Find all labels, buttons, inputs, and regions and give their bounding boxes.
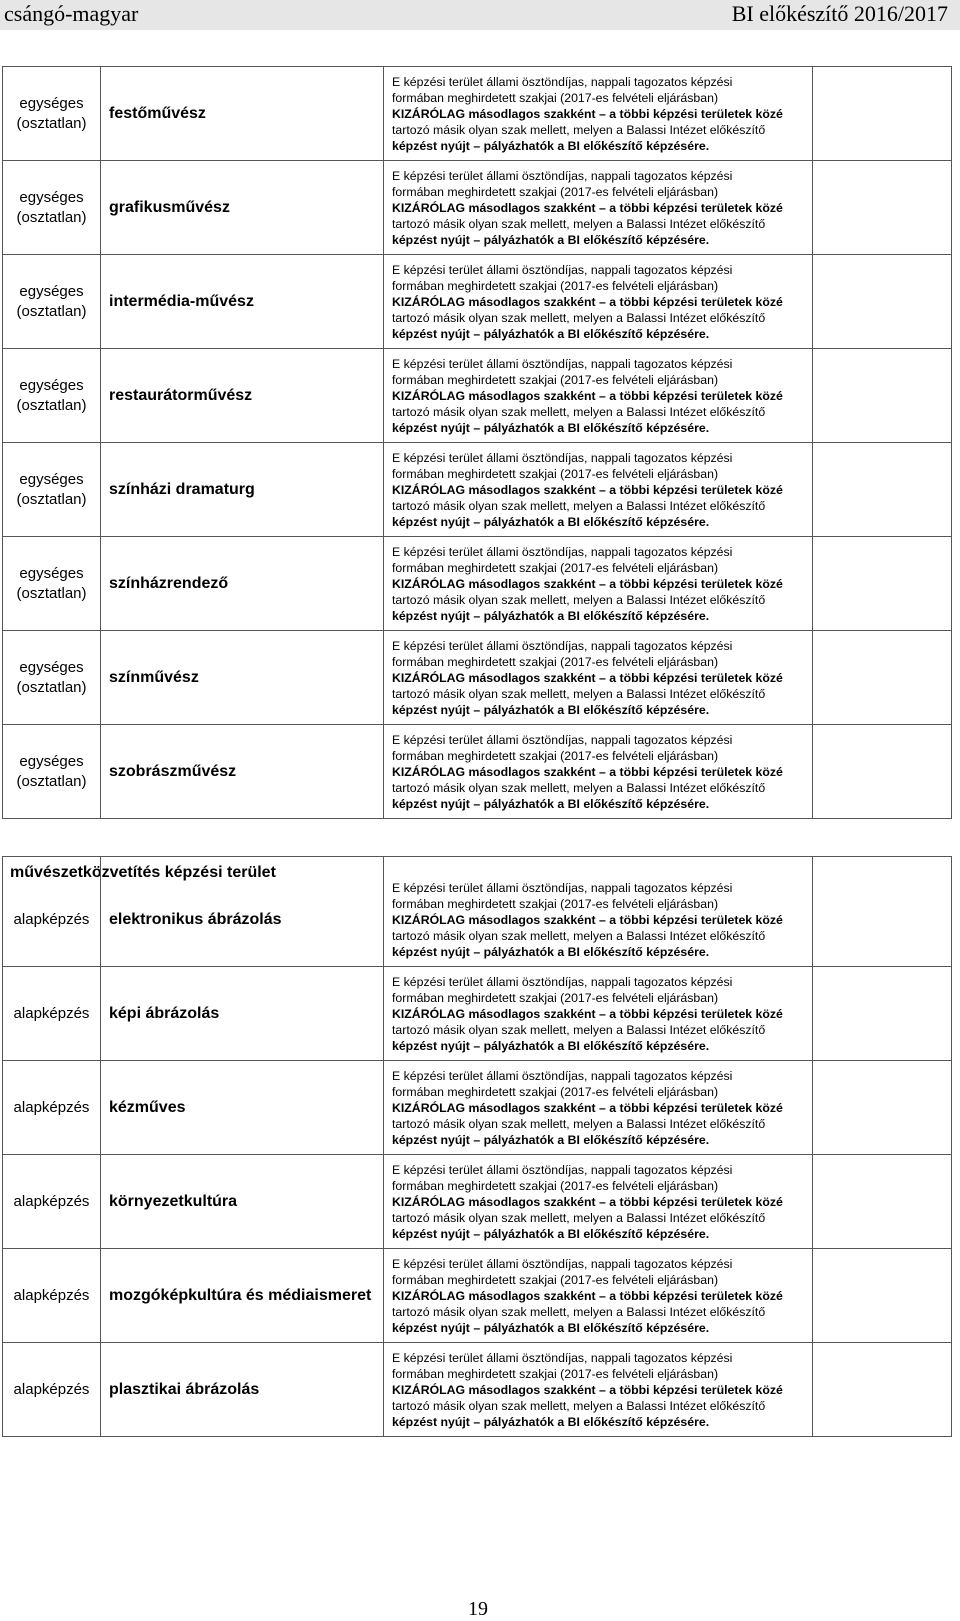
- table-row: [3, 443, 952, 537]
- program-cell: kézműves: [101, 1061, 384, 1155]
- empty-cell: [813, 1061, 952, 1155]
- level-cell: [3, 349, 101, 443]
- table-row: [3, 161, 952, 255]
- notice-line1: E képzési terület állami ösztöndíjas, nappali tagozatos képzési: [392, 1068, 733, 1083]
- notice-cell: [384, 631, 813, 725]
- notice-line5: képzést nyújt – pályázhatók a BI előkészítő képzésére.: [392, 796, 710, 811]
- table-row: [3, 857, 952, 967]
- notice-line1: E képzési terület állami ösztöndíjas, nappali tagozatos képzési: [392, 1350, 733, 1365]
- level-text-sub: (osztatlan): [16, 772, 87, 790]
- program-cell: festőművész: [101, 67, 384, 161]
- empty-cell: [813, 349, 952, 443]
- notice-line5: képzést nyújt – pályázhatók a BI előkészítő képzésére.: [392, 514, 710, 529]
- table-row: [3, 349, 952, 443]
- notice-line3: KIZÁRÓLAG másodlagos szakként – a többi képzési területek közé: [392, 294, 783, 309]
- notice-line1: E képzési terület állami ösztöndíjas, nappali tagozatos képzési: [392, 544, 733, 559]
- notice-cell: [384, 255, 813, 349]
- table-row: [3, 631, 952, 725]
- notice-cell: [384, 1061, 813, 1155]
- notice-line4: tartozó másik olyan szak mellett, melyen a Balassi Intézet előkészítő: [392, 928, 766, 943]
- header-left: csángó-magyar: [4, 1, 139, 26]
- level-cell: [3, 255, 101, 349]
- notice-line4: tartozó másik olyan szak mellett, melyen a Balassi Intézet előkészítő: [392, 310, 766, 325]
- level-cell: [3, 725, 101, 819]
- level-cell: alapképzés: [3, 857, 101, 967]
- notice-line4: tartozó másik olyan szak mellett, melyen a Balassi Intézet előkészítő: [392, 1210, 766, 1225]
- notice-line3: KIZÁRÓLAG másodlagos szakként – a többi képzési területek közé: [392, 1194, 783, 1209]
- empty-cell: [813, 255, 952, 349]
- level-text-sub: (osztatlan): [16, 490, 87, 508]
- level-text: egységes: [19, 564, 84, 582]
- empty-cell: [813, 857, 952, 967]
- notice-line2: formában meghirdetett szakjai (2017-es felvételi eljárásban): [392, 1178, 719, 1193]
- level-text-sub: (osztatlan): [16, 302, 87, 320]
- notice-line2: formában meghirdetett szakjai (2017-es felvételi eljárásban): [392, 1366, 719, 1381]
- notice-line5: képzést nyújt – pályázhatók a BI előkészítő képzésére.: [392, 702, 710, 717]
- notice-line2: formában meghirdetett szakjai (2017-es felvételi eljárásban): [392, 560, 719, 575]
- level-text-sub: (osztatlan): [16, 678, 87, 696]
- notice-line5: képzést nyújt – pályázhatók a BI előkészítő képzésére.: [392, 326, 710, 341]
- notice-line3: KIZÁRÓLAG másodlagos szakként – a többi képzési területek közé: [392, 1006, 783, 1021]
- empty-cell: [813, 631, 952, 725]
- notice-line5: képzést nyújt – pályázhatók a BI előkészítő képzésére.: [392, 1038, 710, 1053]
- program-cell: elektronikus ábrázolás: [101, 857, 384, 967]
- notice-line4: tartozó másik olyan szak mellett, melyen a Balassi Intézet előkészítő: [392, 1116, 766, 1131]
- notice-cell: [384, 67, 813, 161]
- notice-line4: tartozó másik olyan szak mellett, melyen a Balassi Intézet előkészítő: [392, 122, 766, 137]
- notice-line2: formában meghirdetett szakjai (2017-es felvételi eljárásban): [392, 372, 719, 387]
- notice-line5: képzést nyújt – pályázhatók a BI előkészítő képzésére.: [392, 138, 710, 153]
- level-cell: alapképzés: [3, 1249, 101, 1343]
- notice-line5: képzést nyújt – pályázhatók a BI előkészítő képzésére.: [392, 420, 710, 435]
- program-cell: plasztikai ábrázolás: [101, 1343, 384, 1437]
- notice-line3: KIZÁRÓLAG másodlagos szakként – a többi képzési területek közé: [392, 200, 783, 215]
- program-cell: intermédia-művész: [101, 255, 384, 349]
- program-cell: restaurátorművész: [101, 349, 384, 443]
- notice-cell: [384, 857, 813, 967]
- table-row: [3, 967, 952, 1061]
- empty-cell: [813, 725, 952, 819]
- notice-line4: tartozó másik olyan szak mellett, melyen a Balassi Intézet előkészítő: [392, 780, 766, 795]
- notice-cell: [384, 1343, 813, 1437]
- notice-line4: tartozó másik olyan szak mellett, melyen a Balassi Intézet előkészítő: [392, 498, 766, 513]
- level-cell: alapképzés: [3, 1155, 101, 1249]
- notice-line2: formában meghirdetett szakjai (2017-es felvételi eljárásban): [392, 90, 719, 105]
- notice-cell: [384, 1249, 813, 1343]
- table-row: [3, 1061, 952, 1155]
- notice-line1: E képzési terület állami ösztöndíjas, nappali tagozatos képzési: [392, 1162, 733, 1177]
- level-cell: alapképzés: [3, 1061, 101, 1155]
- level-cell: [3, 67, 101, 161]
- table-row: [3, 725, 952, 819]
- notice-line5: képzést nyújt – pályázhatók a BI előkészítő képzésére.: [392, 1320, 710, 1335]
- notice-line1: E képzési terület állami ösztöndíjas, nappali tagozatos képzési: [392, 450, 733, 465]
- notice-cell: [384, 537, 813, 631]
- table-row: [3, 255, 952, 349]
- notice-line1: E képzési terület állami ösztöndíjas, nappali tagozatos képzési: [392, 732, 733, 747]
- level-cell: alapképzés: [3, 1343, 101, 1437]
- level-text: egységes: [19, 658, 84, 676]
- notice-line5: képzést nyújt – pályázhatók a BI előkészítő képzésére.: [392, 232, 710, 247]
- notice-line3: KIZÁRÓLAG másodlagos szakként – a többi képzési területek közé: [392, 670, 783, 685]
- notice-line5: képzést nyújt – pályázhatók a BI előkészítő képzésére.: [392, 1226, 710, 1241]
- notice-line3: KIZÁRÓLAG másodlagos szakként – a többi képzési területek közé: [392, 1100, 783, 1115]
- empty-cell: [813, 1155, 952, 1249]
- notice-line3: KIZÁRÓLAG másodlagos szakként – a többi képzési területek közé: [392, 1288, 783, 1303]
- level-cell: [3, 443, 101, 537]
- notice-line3: KIZÁRÓLAG másodlagos szakként – a többi képzési területek közé: [392, 482, 783, 497]
- notice-line5: képzést nyújt – pályázhatók a BI előkészítő képzésére.: [392, 1132, 710, 1147]
- notice-line1: E képzési terület állami ösztöndíjas, nappali tagozatos képzési: [392, 168, 733, 183]
- notice-line3: KIZÁRÓLAG másodlagos szakként – a többi képzési területek közé: [392, 106, 783, 121]
- empty-cell: [813, 443, 952, 537]
- notice-cell: [384, 443, 813, 537]
- notice-line3: KIZÁRÓLAG másodlagos szakként – a többi képzési területek közé: [392, 912, 783, 927]
- program-cell: mozgóképkultúra és médiaismeret: [101, 1249, 384, 1343]
- level-text: egységes: [19, 94, 84, 112]
- table-row: [3, 1249, 952, 1343]
- program-cell: képi ábrázolás: [101, 967, 384, 1061]
- notice-line2: formában meghirdetett szakjai (2017-es felvételi eljárásban): [392, 990, 719, 1005]
- page-header: [0, 0, 960, 30]
- notice-line4: tartozó másik olyan szak mellett, melyen a Balassi Intézet előkészítő: [392, 1022, 766, 1037]
- notice-line1: E képzési terület állami ösztöndíjas, nappali tagozatos képzési: [392, 638, 733, 653]
- notice-line4: tartozó másik olyan szak mellett, melyen a Balassi Intézet előkészítő: [392, 216, 766, 231]
- level-text: egységes: [19, 282, 84, 300]
- notice-cell: [384, 349, 813, 443]
- table-row: [3, 1343, 952, 1437]
- program-cell: színházi dramaturg: [101, 443, 384, 537]
- notice-line1: E képzési terület állami ösztöndíjas, nappali tagozatos képzési: [392, 974, 733, 989]
- notice-line3: KIZÁRÓLAG másodlagos szakként – a többi képzési területek közé: [392, 764, 783, 779]
- notice-line2: formában meghirdetett szakjai (2017-es felvételi eljárásban): [392, 466, 719, 481]
- level-text-sub: (osztatlan): [16, 396, 87, 414]
- notice-cell: [384, 1155, 813, 1249]
- notice-cell: [384, 161, 813, 255]
- notice-line2: formában meghirdetett szakjai (2017-es felvételi eljárásban): [392, 1084, 719, 1099]
- notice-line4: tartozó másik olyan szak mellett, melyen a Balassi Intézet előkészítő: [392, 592, 766, 607]
- notice-line5: képzést nyújt – pályázhatók a BI előkészítő képzésére.: [392, 608, 710, 623]
- notice-line2: formában meghirdetett szakjai (2017-es felvételi eljárásban): [392, 654, 719, 669]
- table-row: [3, 1155, 952, 1249]
- program-cell: színművész: [101, 631, 384, 725]
- level-text: egységes: [19, 470, 84, 488]
- notice-line2: formában meghirdetett szakjai (2017-es felvételi eljárásban): [392, 748, 719, 763]
- programs-table-1: [2, 66, 952, 819]
- level-text-sub: (osztatlan): [16, 114, 87, 132]
- program-cell: grafikusművész: [101, 161, 384, 255]
- empty-cell: [813, 1343, 952, 1437]
- program-cell: színházrendező: [101, 537, 384, 631]
- empty-cell: [813, 1249, 952, 1343]
- notice-line3: KIZÁRÓLAG másodlagos szakként – a többi képzési területek közé: [392, 388, 783, 403]
- notice-line4: tartozó másik olyan szak mellett, melyen a Balassi Intézet előkészítő: [392, 1304, 766, 1319]
- notice-line5: képzést nyújt – pályázhatók a BI előkészítő képzésére.: [392, 944, 710, 959]
- header-right: BI előkészítő 2016/2017: [731, 1, 948, 26]
- notice-line2: formában meghirdetett szakjai (2017-es felvételi eljárásban): [392, 896, 719, 911]
- level-text: egységes: [19, 752, 84, 770]
- level-cell: [3, 161, 101, 255]
- level-text: egységes: [19, 188, 84, 206]
- notice-line3: KIZÁRÓLAG másodlagos szakként – a többi képzési területek közé: [392, 1382, 783, 1397]
- notice-line1: E képzési terület állami ösztöndíjas, nappali tagozatos képzési: [392, 880, 733, 895]
- section-title: művészetközvetítés képzési terület: [10, 864, 276, 881]
- level-cell: [3, 537, 101, 631]
- notice-line1: E képzési terület állami ösztöndíjas, nappali tagozatos képzési: [392, 356, 733, 371]
- empty-cell: [813, 67, 952, 161]
- notice-line4: tartozó másik olyan szak mellett, melyen a Balassi Intézet előkészítő: [392, 686, 766, 701]
- level-text-sub: (osztatlan): [16, 584, 87, 602]
- notice-line1: E képzési terület állami ösztöndíjas, nappali tagozatos képzési: [392, 262, 733, 277]
- notice-line2: formában meghirdetett szakjai (2017-es felvételi eljárásban): [392, 278, 719, 293]
- notice-line1: E képzési terület állami ösztöndíjas, nappali tagozatos képzési: [392, 74, 733, 89]
- notice-line4: tartozó másik olyan szak mellett, melyen a Balassi Intézet előkészítő: [392, 1398, 766, 1413]
- level-cell: [3, 631, 101, 725]
- notice-cell: [384, 967, 813, 1061]
- program-cell: környezetkultúra: [101, 1155, 384, 1249]
- program-cell: szobrászművész: [101, 725, 384, 819]
- programs-table-2: [2, 856, 952, 1437]
- notice-line4: tartozó másik olyan szak mellett, melyen a Balassi Intézet előkészítő: [392, 404, 766, 419]
- empty-cell: [813, 537, 952, 631]
- empty-cell: [813, 161, 952, 255]
- notice-cell: [384, 725, 813, 819]
- level-text-sub: (osztatlan): [16, 208, 87, 226]
- table-row: [3, 67, 952, 161]
- notice-line5: képzést nyújt – pályázhatók a BI előkészítő képzésére.: [392, 1414, 710, 1429]
- table-row: [3, 537, 952, 631]
- empty-cell: [813, 967, 952, 1061]
- level-text: egységes: [19, 376, 84, 394]
- level-cell: alapképzés: [3, 967, 101, 1061]
- notice-line1: E képzési terület állami ösztöndíjas, nappali tagozatos képzési: [392, 1256, 733, 1271]
- notice-line3: KIZÁRÓLAG másodlagos szakként – a többi képzési területek közé: [392, 576, 783, 591]
- page-number: 19: [468, 1598, 488, 1620]
- notice-line2: formában meghirdetett szakjai (2017-es felvételi eljárásban): [392, 184, 719, 199]
- notice-line2: formában meghirdetett szakjai (2017-es felvételi eljárásban): [392, 1272, 719, 1287]
